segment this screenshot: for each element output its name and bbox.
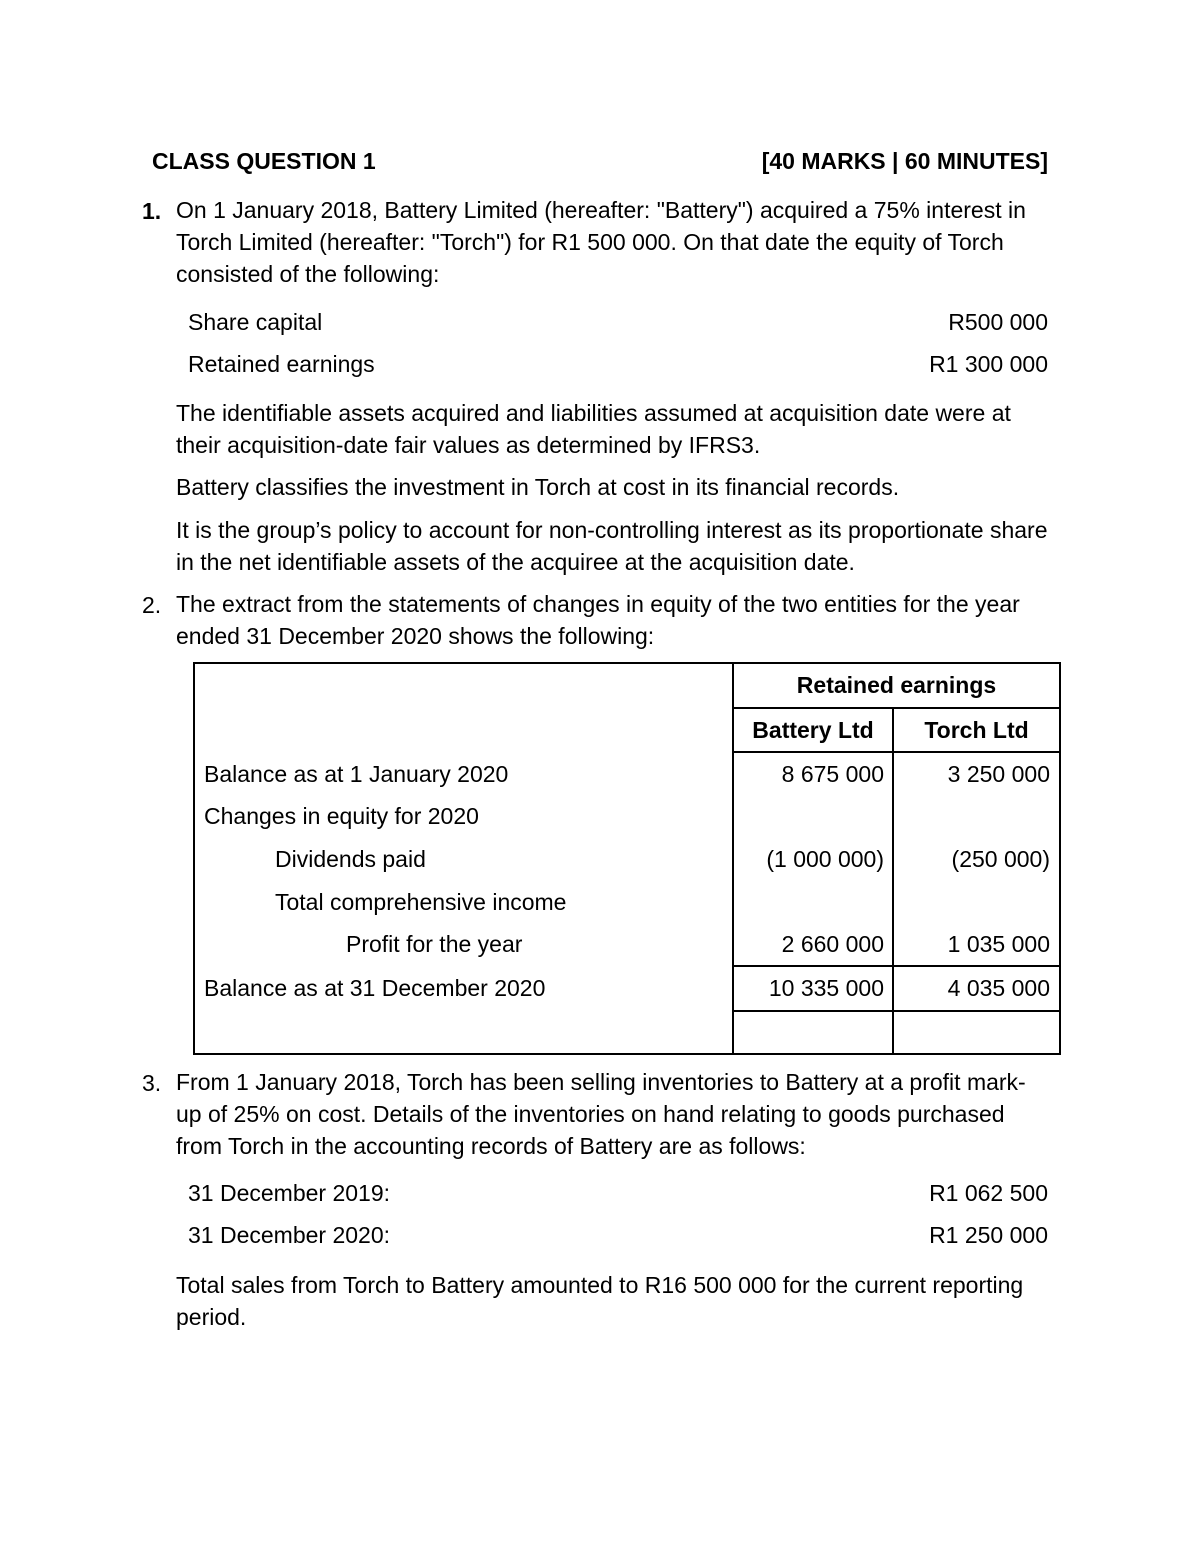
- table-cell-battery: 10 335 000: [768, 975, 884, 1001]
- inventory-value-2020: R1 250 000: [929, 1222, 1048, 1248]
- q3-intro-line-1: From 1 January 2018, Torch has been selling inventories to Battery at a profit mark-: [176, 1069, 1026, 1095]
- table-row-label: Profit for the year: [346, 931, 523, 957]
- page-title: CLASS QUESTION 1: [152, 148, 376, 174]
- q3-intro-line-2: up of 25% on cost. Details of the inventories on hand relating to goods purchased: [176, 1101, 1005, 1127]
- inventory-value-2019: R1 062 500: [929, 1180, 1048, 1206]
- q3-intro-line-3: from Torch in the accounting records of Battery are as follows:: [176, 1133, 806, 1159]
- table-row-label: Balance as at 31 December 2020: [204, 975, 546, 1001]
- marks-label: [40 MARKS | 60 MINUTES]: [761, 148, 1048, 174]
- q1-intro-line-3: consisted of the following:: [176, 261, 440, 287]
- inventory-label-2020: 31 December 2020:: [188, 1222, 391, 1248]
- q1-para3-line-1: It is the group’s policy to account for non-controlling interest as its proportionate share: [176, 517, 1048, 543]
- q1-para2: Battery classifies the investment in Torch at cost in its financial records.: [176, 474, 900, 500]
- inventory-label-2019: 31 December 2019:: [188, 1180, 391, 1206]
- table-col-torch: Torch Ltd: [924, 717, 1029, 743]
- table-row-label: Changes in equity for 2020: [204, 803, 479, 829]
- q2-intro-line-2: ended 31 December 2020 shows the following:: [176, 623, 655, 649]
- q1-intro-line-2: Torch Limited (hereafter: "Torch") for R1 500 000. On that date the equity of Torch: [176, 229, 1004, 255]
- table-cell-battery: 8 675 000: [781, 761, 884, 787]
- table-cell-torch: (250 000): [951, 846, 1050, 872]
- table-row-label: Balance as at 1 January 2020: [204, 761, 509, 787]
- q2-intro-line-1: The extract from the statements of changes in equity of the two entities for the year: [176, 591, 1020, 617]
- table-row-label: Dividends paid: [275, 846, 426, 872]
- q1-number: 1.: [142, 198, 162, 224]
- table-cell-torch: 4 035 000: [947, 975, 1050, 1001]
- table-cell-battery: 2 660 000: [781, 931, 884, 957]
- table-cell-torch: 3 250 000: [947, 761, 1050, 787]
- q2-number: 2.: [142, 592, 162, 618]
- q3-number: 3.: [142, 1070, 162, 1096]
- table-col-battery: Battery Ltd: [752, 717, 874, 743]
- table-cell-torch: 1 035 000: [947, 931, 1050, 957]
- q1-para1-line-2: their acquisition-date fair values as determined by IFRS3.: [176, 432, 761, 458]
- equity-label-share-capital: Share capital: [188, 309, 323, 335]
- equity-value-retained-earnings: R1 300 000: [929, 351, 1048, 377]
- table-group-header: Retained earnings: [796, 672, 997, 698]
- q3-closing-line-2: period.: [176, 1304, 247, 1330]
- equity-value-share-capital: R500 000: [948, 309, 1048, 335]
- q1-para1-line-1: The identifiable assets acquired and liabilities assumed at acquisition date were at: [176, 400, 1011, 426]
- equity-label-retained-earnings: Retained earnings: [188, 351, 375, 377]
- q3-closing-line-1: Total sales from Torch to Battery amounted to R16 500 000 for the current reporting: [176, 1272, 1024, 1298]
- q1-para3-line-2: in the net identifiable assets of the acquiree at the acquisition date.: [176, 549, 855, 575]
- q1-intro-line-1: On 1 January 2018, Battery Limited (hereafter: "Battery") acquired a 75% interest in: [176, 197, 1026, 223]
- table-row-label: Total comprehensive income: [275, 889, 567, 915]
- table-cell-battery: (1 000 000): [766, 846, 884, 872]
